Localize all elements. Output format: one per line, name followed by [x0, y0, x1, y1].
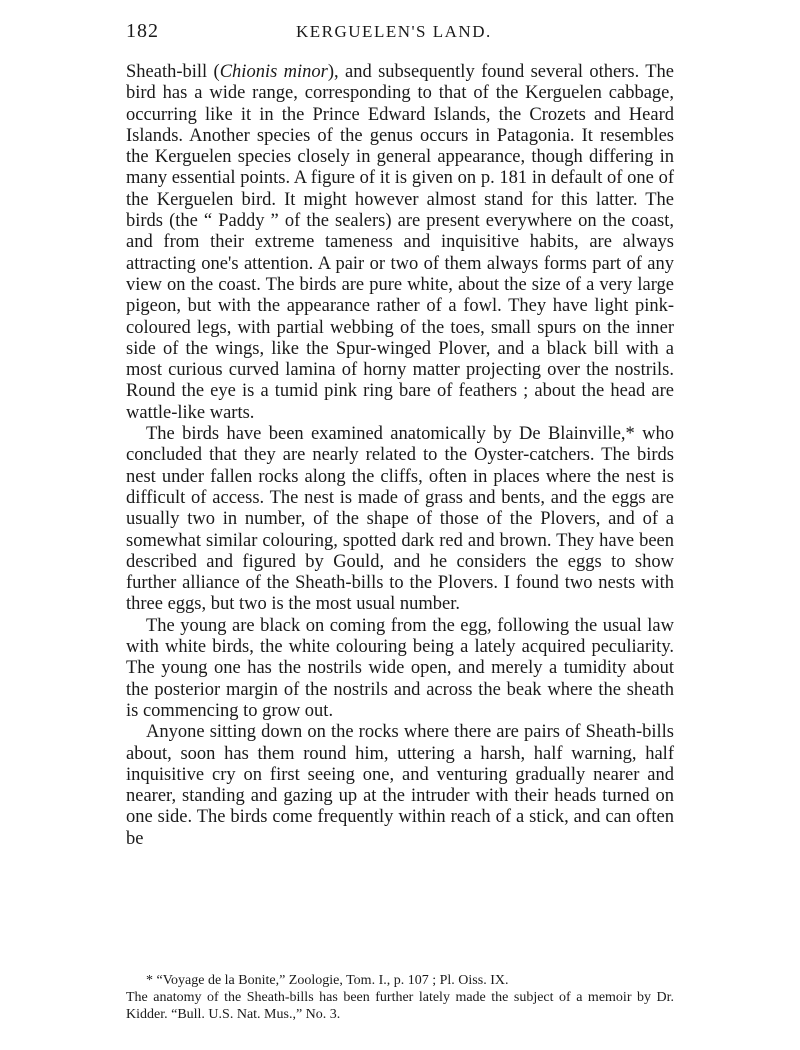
page-number: 182 [126, 20, 159, 42]
paragraph-1: Sheath-bill (Chionis minor), and subsequently found several others. The bird has a wide range, corresponding to that of the Kerguelen cabbage, occurring like it in the Prince Edward Islands, the Crozets and Heard Islands. Another species of the genus occurs in Patagonia. It resembles the Kerguelen species closely in general appearance, though differing in many essential points. A figure of it is given on p. 181 in default of one of the Kerguelen bird. It might however almost stand for this latter. The birds (the “ Paddy ” of the sealers) are present everywhere on the coast, and from their extreme tameness and inquisitive habits, are always attracting one's attention. A pair or two of them always forms part of any view on the coast. The birds are pure white, about the size of a very large pigeon, but with the appearance rather of a fowl. They have light pink-coloured legs, with partial webbing of the toes, small spurs on the inner side of the wings, like the Spur-winged Plover, and a black bill with a most curious curved lamina of horny matter projecting over the nostrils. Round the eye is a tumid pink ring bare of feathers ; about the head are wattle-like warts. [126, 62, 674, 423]
body-text [126, 62, 674, 850]
footnote-1: * “Voyage de la Bonite,” Zoologie, Tom. I., p. 107 ; Pl. Oiss. IX. [146, 973, 509, 988]
paragraph-4: Anyone sitting down on the rocks where there are pairs of Sheath-bills about, soon has them round him, uttering a harsh, half warning, half inquisitive cry on first seeing one, and venturing gradually nearer and nearer, standing and gazing up at the intruder with their heads turned on one side. The birds come frequently within reach of a stick, and can often be [126, 722, 674, 849]
running-head: KERGUELEN'S LAND. [296, 22, 492, 41]
footnotes [126, 972, 674, 1023]
page-header [126, 20, 674, 46]
species-name: Chionis minor [219, 62, 328, 82]
footnote-2: The anatomy of the Sheath-bills has been further lately made the subject of a memoir by Dr. Kidder. “Bull. U.S. Nat. Mus.,” No. 3. [126, 990, 674, 1022]
paragraph-2: The birds have been examined anatomically by De Blainville,* who concluded that they are nearly related to the Oyster-catchers. The birds nest under fallen rocks along the cliffs, often in places where the nest is difficult of access. The nest is made of grass and bents, and the eggs are usually two in number, of the shape of those of the Plovers, and of a somewhat similar colouring, spotted dark red and brown. They have been described and figured by Gould, and he considers the eggs to show further alliance of the Sheath-bills to the Plovers. I found two nests with three eggs, but two is the most usual number. [126, 424, 674, 615]
paragraph-3: The young are black on coming from the egg, following the usual law with white birds, the white colouring being a lately acquired peculiarity. The young one has the nostrils wide open, and merely a tumidity about the posterior margin of the nostrils and across the beak where the sheath is commencing to grow out. [126, 615, 674, 721]
